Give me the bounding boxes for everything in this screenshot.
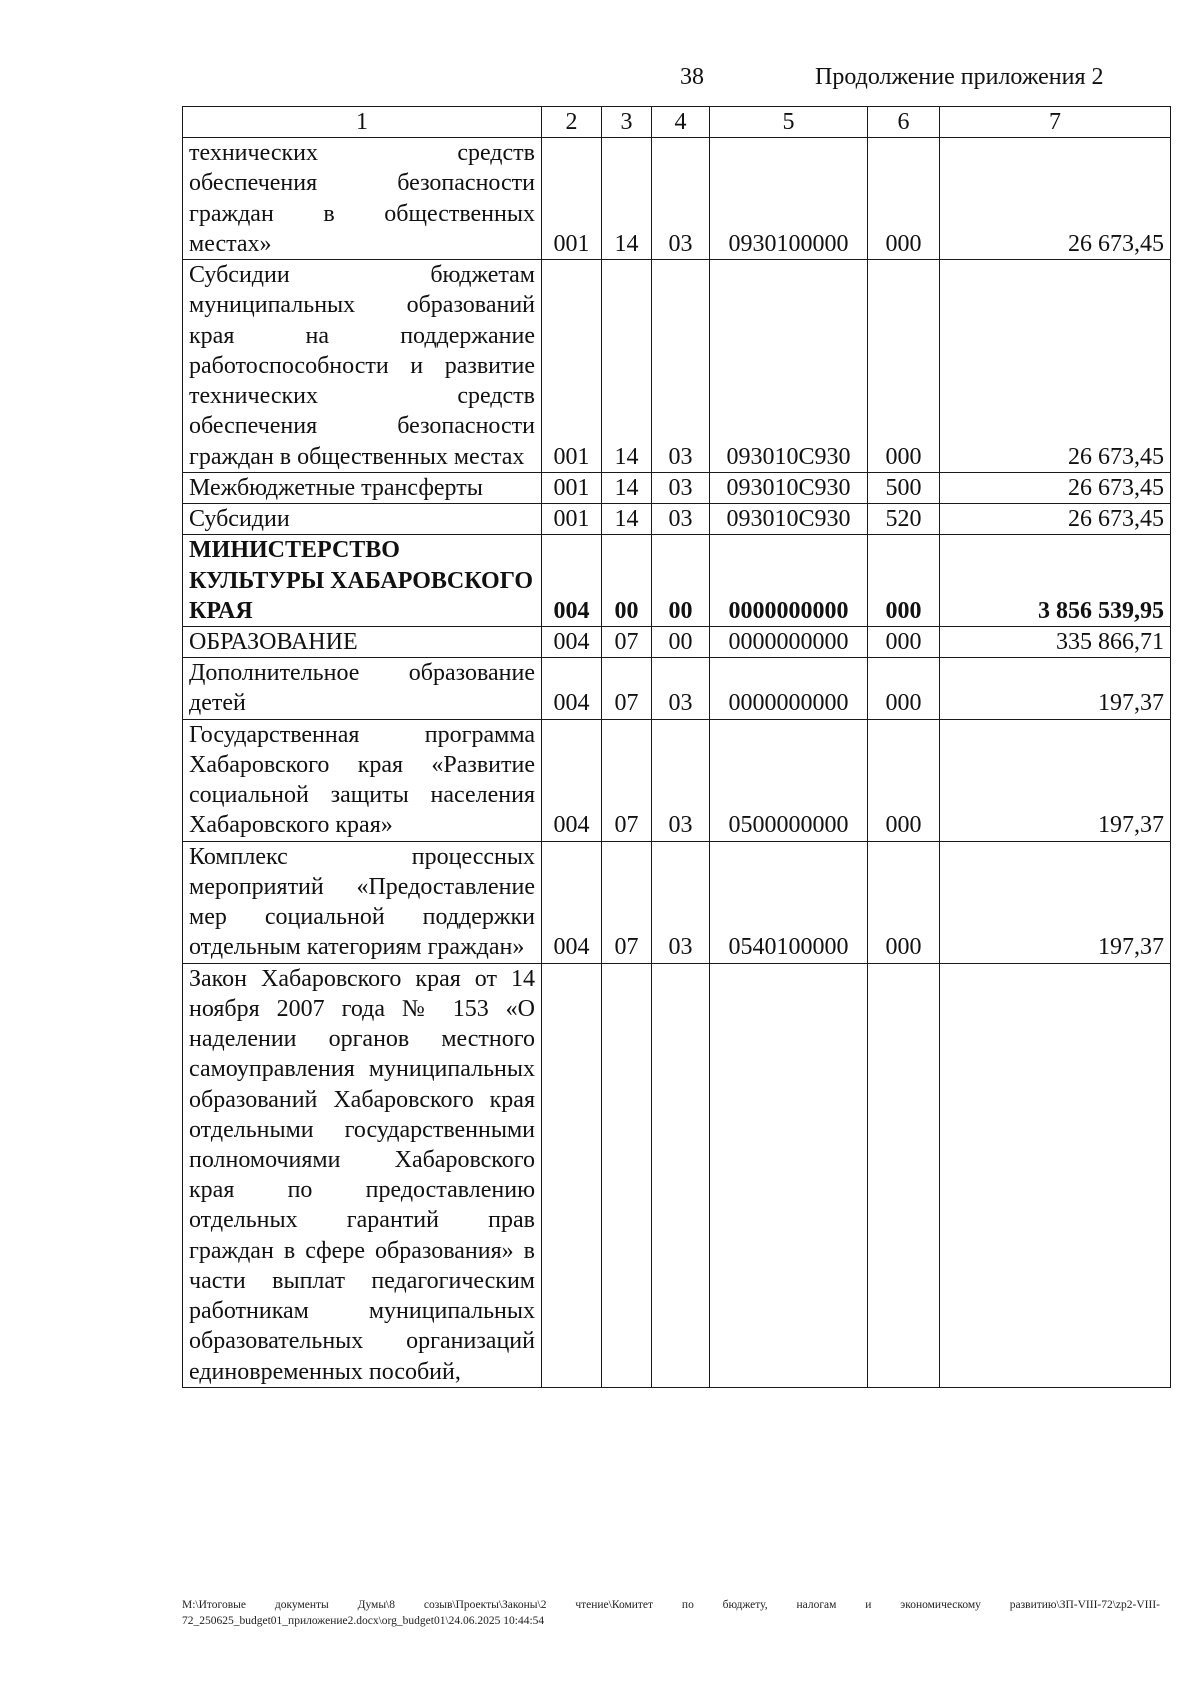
row-name: Субсидии бюджетам муниципальных образований края на поддержание работоспособности и развитие технических средств обеспечения безопасности граждан в общественных местах bbox=[183, 260, 542, 473]
row-ministry-code: 001 bbox=[542, 260, 602, 473]
row-section-code: 14 bbox=[602, 260, 652, 473]
row-subsection-code: 03 bbox=[652, 841, 710, 963]
row-target-code: 093010С930 bbox=[710, 472, 868, 503]
budget-table bbox=[182, 106, 1171, 1388]
document-path-footer: M:\Итоговые документы Думы\8 созыв\Проекты\Законы\2 чтение\Комитет по бюджету, налогам и экономическому развитию\ЗП-VIII-72\zp2-VIII-72_250625_budget01_приложение2.docx\org_budget01\24.06.2025 10:44:54 bbox=[182, 1599, 1160, 1627]
row-expense-type: 000 bbox=[868, 719, 940, 841]
row-section-code: 07 bbox=[602, 841, 652, 963]
row-ministry-code: 004 bbox=[542, 626, 602, 657]
row-ministry-code: 001 bbox=[542, 472, 602, 503]
table-row bbox=[183, 719, 1171, 841]
table-row bbox=[183, 472, 1171, 503]
row-ministry-code: 001 bbox=[542, 504, 602, 535]
table-row bbox=[183, 260, 1171, 473]
row-target-code: 0000000000 bbox=[710, 535, 868, 627]
row-expense-type: 000 bbox=[868, 535, 940, 627]
row-amount: 3 856 539,95 bbox=[940, 535, 1171, 627]
col-header-4: 4 bbox=[652, 107, 710, 138]
page-number: 38 bbox=[680, 64, 704, 90]
row-amount: 26 673,45 bbox=[940, 504, 1171, 535]
table-row bbox=[183, 138, 1171, 260]
table-row bbox=[183, 535, 1171, 627]
row-subsection-code: 03 bbox=[652, 138, 710, 260]
row-amount: 197,37 bbox=[940, 841, 1171, 963]
row-amount: 26 673,45 bbox=[940, 472, 1171, 503]
table-row bbox=[183, 841, 1171, 963]
row-section-code bbox=[602, 963, 652, 1387]
table-row bbox=[183, 626, 1171, 657]
row-target-code: 0930100000 bbox=[710, 138, 868, 260]
row-ministry-code: 004 bbox=[542, 841, 602, 963]
row-expense-type: 000 bbox=[868, 260, 940, 473]
row-target-code: 0000000000 bbox=[710, 658, 868, 719]
col-header-7: 7 bbox=[940, 107, 1171, 138]
row-name: ОБРАЗОВАНИЕ bbox=[183, 626, 542, 657]
col-header-6: 6 bbox=[868, 107, 940, 138]
row-subsection-code: 03 bbox=[652, 504, 710, 535]
row-name: МИНИСТЕРСТВО КУЛЬТУРЫ ХАБАРОВСКОГО КРАЯ bbox=[183, 535, 542, 627]
row-target-code: 0500000000 bbox=[710, 719, 868, 841]
row-section-code: 07 bbox=[602, 719, 652, 841]
row-expense-type: 000 bbox=[868, 658, 940, 719]
table-row bbox=[183, 963, 1171, 1387]
row-expense-type: 000 bbox=[868, 841, 940, 963]
row-ministry-code: 004 bbox=[542, 658, 602, 719]
row-amount: 197,37 bbox=[940, 658, 1171, 719]
row-ministry-code: 004 bbox=[542, 719, 602, 841]
col-header-1: 1 bbox=[183, 107, 542, 138]
row-expense-type: 000 bbox=[868, 626, 940, 657]
row-ministry-code bbox=[542, 963, 602, 1387]
row-name: Закон Хабаровского края от 14 ноября 2007 года № 153 «О наделении органов местного самоуправления муниципальных образований Хабаровского края отдельными государственными полномочиями Хабаровского края по предоставлению отдельных гарантий прав граждан в сфере образования» в части выплат педагогическим работникам муниципальных образовательных организаций единовременных пособий, bbox=[183, 963, 542, 1387]
row-expense-type: 520 bbox=[868, 504, 940, 535]
row-amount bbox=[940, 963, 1171, 1387]
row-section-code: 07 bbox=[602, 658, 652, 719]
row-subsection-code: 03 bbox=[652, 719, 710, 841]
row-name: Субсидии bbox=[183, 504, 542, 535]
row-subsection-code: 03 bbox=[652, 658, 710, 719]
row-ministry-code: 004 bbox=[542, 535, 602, 627]
continuation-label: Продолжение приложения 2 bbox=[815, 64, 1104, 90]
table-row bbox=[183, 504, 1171, 535]
row-amount: 197,37 bbox=[940, 719, 1171, 841]
row-section-code: 14 bbox=[602, 138, 652, 260]
row-name: Комплекс процессных мероприятий «Предоставление мер социальной поддержки отдельным категориям граждан» bbox=[183, 841, 542, 963]
col-header-5: 5 bbox=[710, 107, 868, 138]
row-name: Дополнительное образование детей bbox=[183, 658, 542, 719]
row-target-code: 0540100000 bbox=[710, 841, 868, 963]
row-ministry-code: 001 bbox=[542, 138, 602, 260]
row-name: технических средств обеспечения безопасности граждан в общественных местах» bbox=[183, 138, 542, 260]
col-header-2: 2 bbox=[542, 107, 602, 138]
row-target-code: 0000000000 bbox=[710, 626, 868, 657]
row-section-code: 14 bbox=[602, 472, 652, 503]
row-section-code: 00 bbox=[602, 535, 652, 627]
row-target-code bbox=[710, 963, 868, 1387]
row-expense-type: 500 bbox=[868, 472, 940, 503]
row-subsection-code: 03 bbox=[652, 472, 710, 503]
table-row bbox=[183, 658, 1171, 719]
row-amount: 335 866,71 bbox=[940, 626, 1171, 657]
col-header-3: 3 bbox=[602, 107, 652, 138]
row-section-code: 07 bbox=[602, 626, 652, 657]
row-subsection-code: 00 bbox=[652, 535, 710, 627]
row-amount: 26 673,45 bbox=[940, 260, 1171, 473]
row-section-code: 14 bbox=[602, 504, 652, 535]
row-subsection-code: 03 bbox=[652, 260, 710, 473]
header-row bbox=[183, 107, 1171, 138]
row-subsection-code bbox=[652, 963, 710, 1387]
row-target-code: 093010С930 bbox=[710, 260, 868, 473]
row-target-code: 093010С930 bbox=[710, 504, 868, 535]
row-subsection-code: 00 bbox=[652, 626, 710, 657]
row-amount: 26 673,45 bbox=[940, 138, 1171, 260]
row-name: Государственная программа Хабаровского края «Развитие социальной защиты населения Хабаровского края» bbox=[183, 719, 542, 841]
row-name: Межбюджетные трансферты bbox=[183, 472, 542, 503]
row-expense-type bbox=[868, 963, 940, 1387]
row-expense-type: 000 bbox=[868, 138, 940, 260]
